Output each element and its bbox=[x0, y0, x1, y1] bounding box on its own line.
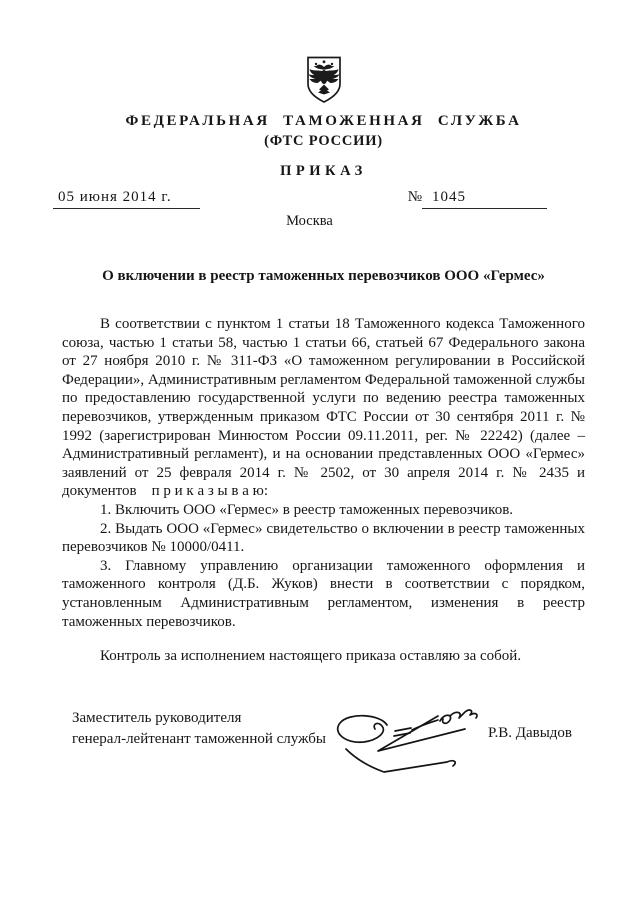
order-item-1: 1. Включить ООО «Гермес» в реестр таможенных перевозчиков. bbox=[100, 501, 514, 518]
signer-position-line1: Заместитель руководителя bbox=[72, 709, 242, 726]
document-header bbox=[58, 56, 585, 230]
signer-position bbox=[62, 708, 326, 751]
coat-of-arms-icon bbox=[62, 56, 585, 104]
agency-abbreviation: (ФТС РОССИИ) bbox=[264, 133, 383, 149]
signer-name: Р.В. Давыдов bbox=[488, 724, 572, 741]
date-number-row bbox=[53, 189, 547, 209]
signature-block bbox=[62, 708, 585, 777]
intro-paragraph: В соответствии с пунктом 1 статьи 18 Таможенного кодекса Таможенного союза, частью 1 статьи 58, частью 1 статьи 66, статьей 67 Федерального закона от 27 ноября 2010 г. № 311-ФЗ «О таможенном регулировании в Российской Федерации», Административным регламентом Федеральной таможенной службы по предоставлению государственной услуги по ведению реестра таможенных перевозчиков, утвержденным приказом ФТС России от 30 сентября 2011 г. № 1992 (зарегистрирован Минюстом России 09.11.2011, рег. № 22242) (далее – Административный регламент), и на основании представленных ООО «Гермес» заявлений от 25 февраля 2014 г. № 2502, от 30 апреля 2014 г. № 2435 и документов п р и к а з ы в а ю: bbox=[62, 316, 585, 500]
control-paragraph: Контроль за исполнением настоящего приказа оставляю за собой. bbox=[100, 648, 522, 665]
document-date: 05 июня 2014 г. bbox=[53, 189, 200, 209]
signature-icon bbox=[326, 708, 488, 777]
number-sign: № bbox=[407, 189, 422, 205]
document-number: 1045 bbox=[422, 189, 547, 209]
order-title: О включении в реестр таможенных перевозчиков ООО «Гермес» bbox=[102, 268, 545, 284]
agency-name: ФЕДЕРАЛЬНАЯ ТАМОЖЕННАЯ СЛУЖБА bbox=[125, 113, 522, 129]
document-type-label: ПРИКАЗ bbox=[280, 163, 367, 179]
city-label: Москва bbox=[286, 213, 333, 229]
order-item-2: 2. Выдать ООО «Гермес» свидетельство о включении в реестр таможенных перевозчиков № 10000/0411. bbox=[62, 520, 585, 556]
document-number-group bbox=[408, 189, 547, 209]
order-item-3: 3. Главному управлению организации таможенного оформления и таможенного контроля (Д.Б. Жуков) внести в соответствии с порядком, установленным Административным регламентом, изменения в реестр таможенных перевозчиков. bbox=[62, 557, 585, 630]
signer-position-line2: генерал-лейтенант таможенной службы bbox=[72, 731, 326, 748]
